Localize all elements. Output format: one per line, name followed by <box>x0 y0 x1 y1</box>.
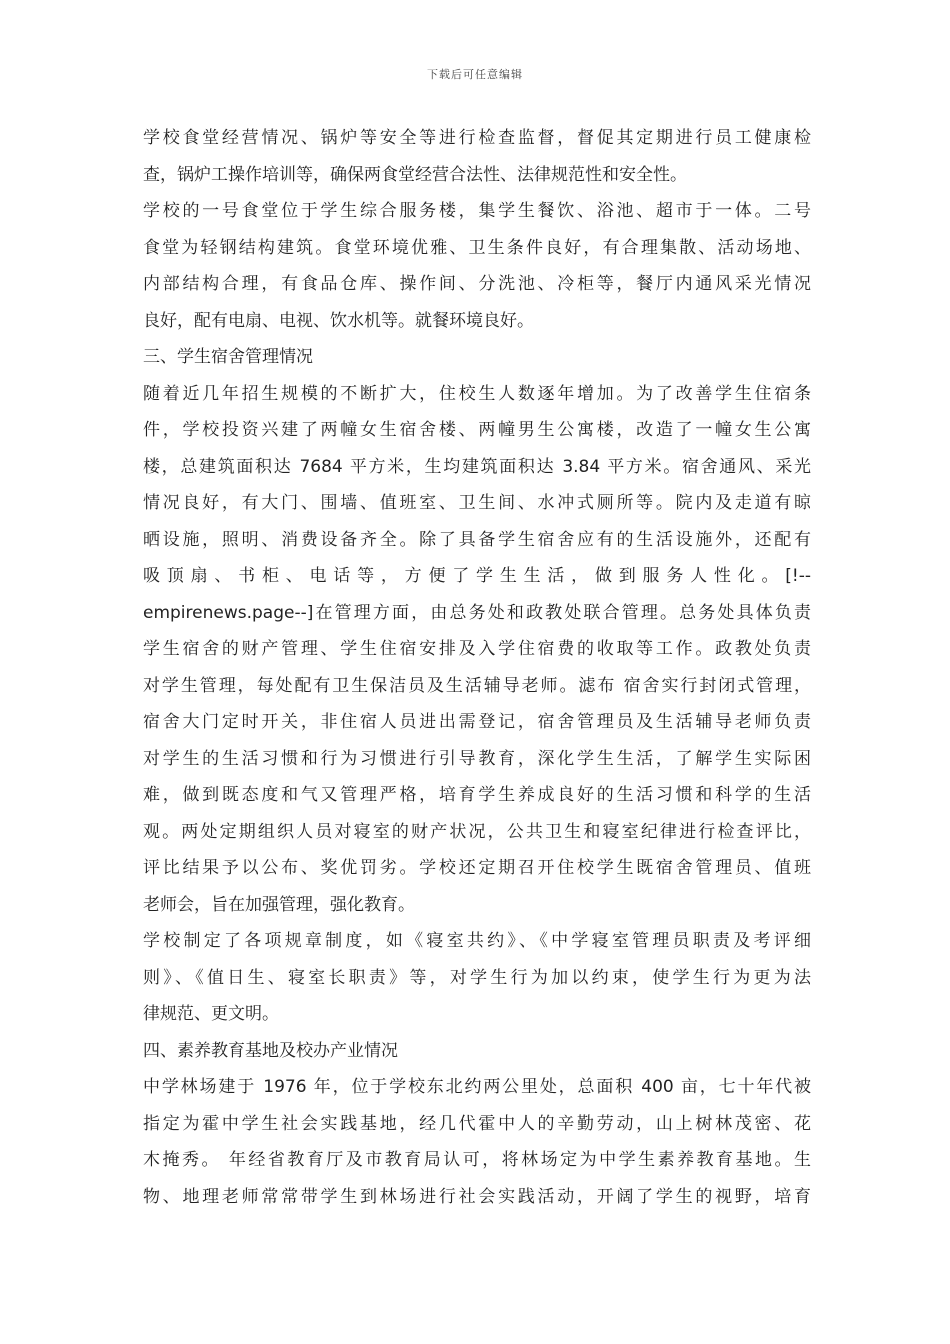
text-line: 则》、《值日生、寝室长职责》等，对学生行为加以约束，使学生行为更为法 <box>143 967 811 988</box>
text-line: 学校食堂经营情况、锅炉等安全等进行检查监督，督促其定期进行员工健康检 <box>143 128 811 148</box>
text-line: 三、学生宿舍管理情况 <box>143 347 313 367</box>
text-line: 情况良好，有大门、围墙、值班室、卫生间、水冲式厕所等。院内及走道有晾 <box>143 493 811 513</box>
text-line: 学生宿舍的财产管理、学生住宿安排及入学住宿费的收取等工作。政教处负责 <box>143 639 811 659</box>
text-line: 学校的一号食堂位于学生综合服务楼，集学生餐饮、浴池、超市于一体。二号 <box>143 201 811 221</box>
text-line: 吸 顶 扇 、 书 柜 、 电 话 等 ， 方 便 了 学 生 生 活 ， 做 到 服 务 人 性 化 。 [!-- <box>143 566 811 586</box>
text-line: 宿舍大门定时开关，非住宿人员进出需登记，宿舍管理员及生活辅导老师负责 <box>143 712 811 732</box>
text-line: 指定为霍中学生社会实践基地，经几代霍中人的辛勤劳动，山上树林茂密、花 <box>143 1113 811 1134</box>
text-line: 件，学校投资兴建了两幢女生宿舍楼、两幢男生公寓楼，改造了一幢女生公寓 <box>143 420 811 440</box>
text-line: 难，做到既态度和气又管理严格，培育学生养成良好的生活习惯和科学的生活 <box>143 785 811 805</box>
text-line: 对学生管理，每处配有卫生保洁员及生活辅导老师。滤布 宿舍实行封闭式管理， <box>143 675 811 696</box>
text-line: 良好，配有电扇、电视、饮水机等。就餐环境良好。 <box>143 310 534 331</box>
text-line: 查，锅炉工操作培训等，确保两食堂经营合法性、法律规范性和安全性。 <box>143 164 687 185</box>
text-line: empirenews.page--]在管理方面，由总务处和政教处联合管理。总务处具体负责 <box>143 602 811 623</box>
text-line: 晒设施，照明、消费设备齐全。除了具备学生宿舍应有的生活设施外，还配有 <box>143 529 811 550</box>
text-line: 随着近几年招生规模的不断扩大，住校生人数逐年增加。为了改善学生住宿条 <box>143 383 811 404</box>
text-line: 观。两处定期组织人员对寝室的财产状况，公共卫生和寝室纪律进行检查评比， <box>143 821 811 842</box>
document-body <box>143 120 811 1215</box>
text-line: 四、素养教育基地及校办产业情况 <box>143 1040 398 1061</box>
text-line: 学校制定了各项规章制度，如《寝室共约》、《中学寝室管理员职责及考评细 <box>143 931 811 951</box>
text-line: 食堂为轻钢结构建筑。食堂环境优雅、卫生条件良好，有合理集散、活动场地、 <box>143 237 811 258</box>
text-line: 物、地理老师常常带学生到林场进行社会实践活动，开阔了学生的视野，培育 <box>143 1186 811 1207</box>
text-line: 楼，总建筑面积达 7684 平方米，生均建筑面积达 3.84 平方米。宿舍通风、采光 <box>143 456 811 477</box>
text-line: 木掩秀。 年经省教育厅及市教育局认可，将林场定为中学生素养教育基地。生 <box>143 1150 811 1170</box>
text-line: 律规范、更文明。 <box>143 1004 279 1024</box>
page-header: 下载后可任意编辑 <box>427 68 523 81</box>
text-line: 老师会，旨在加强管理，强化教育。 <box>143 894 415 915</box>
text-line: 内部结构合理，有食品仓库、操作间、分洗池、冷柜等，餐厅内通风采光情况 <box>143 274 811 294</box>
text-line: 评比结果予以公布、奖优罚劣。学校还定期召开住校学生既宿舍管理员、值班 <box>143 858 811 878</box>
text-line: 中学林场建于 1976 年，位于学校东北约两公里处，总面积 400 亩，七十年代被 <box>143 1077 811 1097</box>
text-line: 对学生的生活习惯和行为习惯进行引导教育，深化学生生活，了解学生实际困 <box>143 748 811 769</box>
